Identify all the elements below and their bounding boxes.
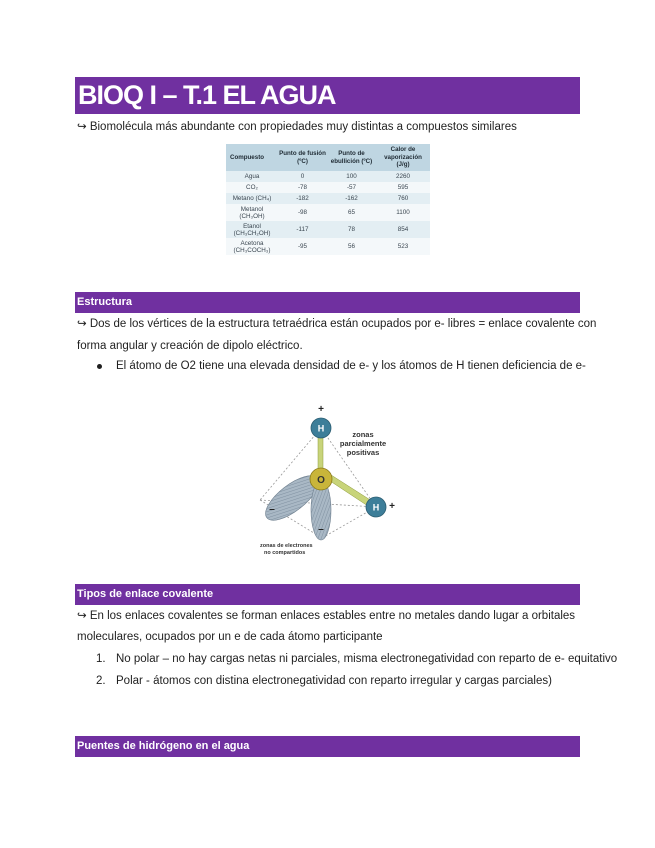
- cell-name-sub: (CH₃COCH₃): [233, 246, 271, 254]
- cell-name: [226, 204, 278, 221]
- header-compuesto: Compuesto: [226, 144, 278, 171]
- label-zonas-3: positivas: [346, 448, 380, 457]
- estructura-bullet: El átomo de O2 tiene una elevada densidad de e- y los átomos de H tienen deficiencia de e-: [116, 360, 586, 372]
- plus-sign-right: +: [389, 501, 395, 512]
- table-row: [226, 193, 430, 204]
- estructura-line-2: forma angular y creación de dipolo eléctrico.: [77, 340, 303, 352]
- cell-fusion: -182: [278, 193, 327, 204]
- cell-calor: 1100: [376, 204, 430, 221]
- cell-ebullicion: 65: [327, 204, 376, 221]
- label-electrones-2: no compartidos: [264, 550, 306, 556]
- cell-fusion: 0: [278, 171, 327, 182]
- table-header-row: [226, 144, 430, 171]
- header-ebullicion: Punto de ebullición (ºC): [327, 144, 376, 171]
- cell-name: [226, 238, 278, 255]
- label-zonas-1: zonas: [352, 430, 374, 439]
- cell-ebullicion: -162: [327, 193, 376, 204]
- cell-ebullicion: 56: [327, 238, 376, 255]
- minus-sign-bottom: –: [318, 524, 324, 535]
- atom-label-h-right: H: [372, 502, 380, 513]
- page-title: BIOQ I – T.1 EL AGUA: [75, 77, 580, 114]
- cell-fusion: -78: [278, 182, 327, 193]
- table-row: [226, 221, 430, 238]
- cell-name-main: Etanol: [243, 222, 261, 230]
- atom-label-o: O: [317, 475, 325, 486]
- label-electrones-1: zonas de electrones: [260, 543, 313, 549]
- cell-calor: 854: [376, 221, 430, 238]
- table-row: [226, 204, 430, 221]
- bullet-icon: [97, 364, 102, 369]
- cell-name-sub: (CH₃CH₂OH): [233, 229, 271, 237]
- cell-fusion: -98: [278, 204, 327, 221]
- table-row: [226, 182, 430, 193]
- plus-sign-top: +: [318, 404, 324, 415]
- compounds-table: [226, 144, 430, 260]
- header-calor: Calor de vaporización (J/g): [376, 144, 430, 171]
- list-item-number: 1.: [96, 653, 106, 665]
- intro-text: ↪ Biomolécula más abundante con propiedades muy distintas a compuestos similares: [77, 121, 517, 133]
- section-heading-puentes: Puentes de hidrógeno en el agua: [75, 736, 580, 757]
- atom-label-h-top: H: [317, 423, 325, 434]
- list-item: Polar - átomos con distina electronegatividad con reparto irregular y cargas parciales): [116, 675, 552, 687]
- estructura-line-1: ↪ Dos de los vértices de la estructura tetraédrica están ocupados por e- libres = enlace covalente con: [77, 318, 597, 330]
- section-heading-estructura: Estructura: [75, 292, 580, 313]
- cell-name: CO₂: [226, 182, 278, 193]
- cell-name: Agua: [226, 171, 278, 182]
- cell-fusion: -117: [278, 221, 327, 238]
- minus-sign-left: –: [269, 504, 275, 515]
- cell-name-main: Acetona: [240, 239, 264, 247]
- tipos-line-2: moleculares, ocupados por un e de cada átomo participante: [77, 631, 383, 643]
- cell-ebullicion: -57: [327, 182, 376, 193]
- cell-calor: 595: [376, 182, 430, 193]
- list-item: No polar – no hay cargas netas ni parciales, misma electronegatividad con reparto de e- equitativo: [116, 653, 618, 665]
- cell-name: Metano (CH₄): [226, 193, 278, 204]
- cell-name-sub: (CH₃OH): [239, 212, 265, 220]
- cell-ebullicion: 100: [327, 171, 376, 182]
- label-zonas-2: parcialmente: [339, 439, 387, 448]
- table-row: [226, 171, 430, 182]
- list-item-number: 2.: [96, 675, 106, 687]
- cell-fusion: -95: [278, 238, 327, 255]
- tipos-line-1: ↪ En los enlaces covalentes se forman enlaces estables entre no metales dando lugar a orbitales: [77, 610, 576, 622]
- cell-ebullicion: 78: [327, 221, 376, 238]
- water-molecule-diagram: [250, 400, 410, 560]
- cell-name: [226, 221, 278, 238]
- cell-calor: 760: [376, 193, 430, 204]
- cell-calor: 523: [376, 238, 430, 255]
- header-fusion: Punto de fusión (ºC): [278, 144, 327, 171]
- table-row: [226, 238, 430, 255]
- cell-name-main: Metanol: [240, 205, 264, 213]
- section-heading-tipos: Tipos de enlace covalente: [75, 584, 580, 605]
- cell-calor: 2260: [376, 171, 430, 182]
